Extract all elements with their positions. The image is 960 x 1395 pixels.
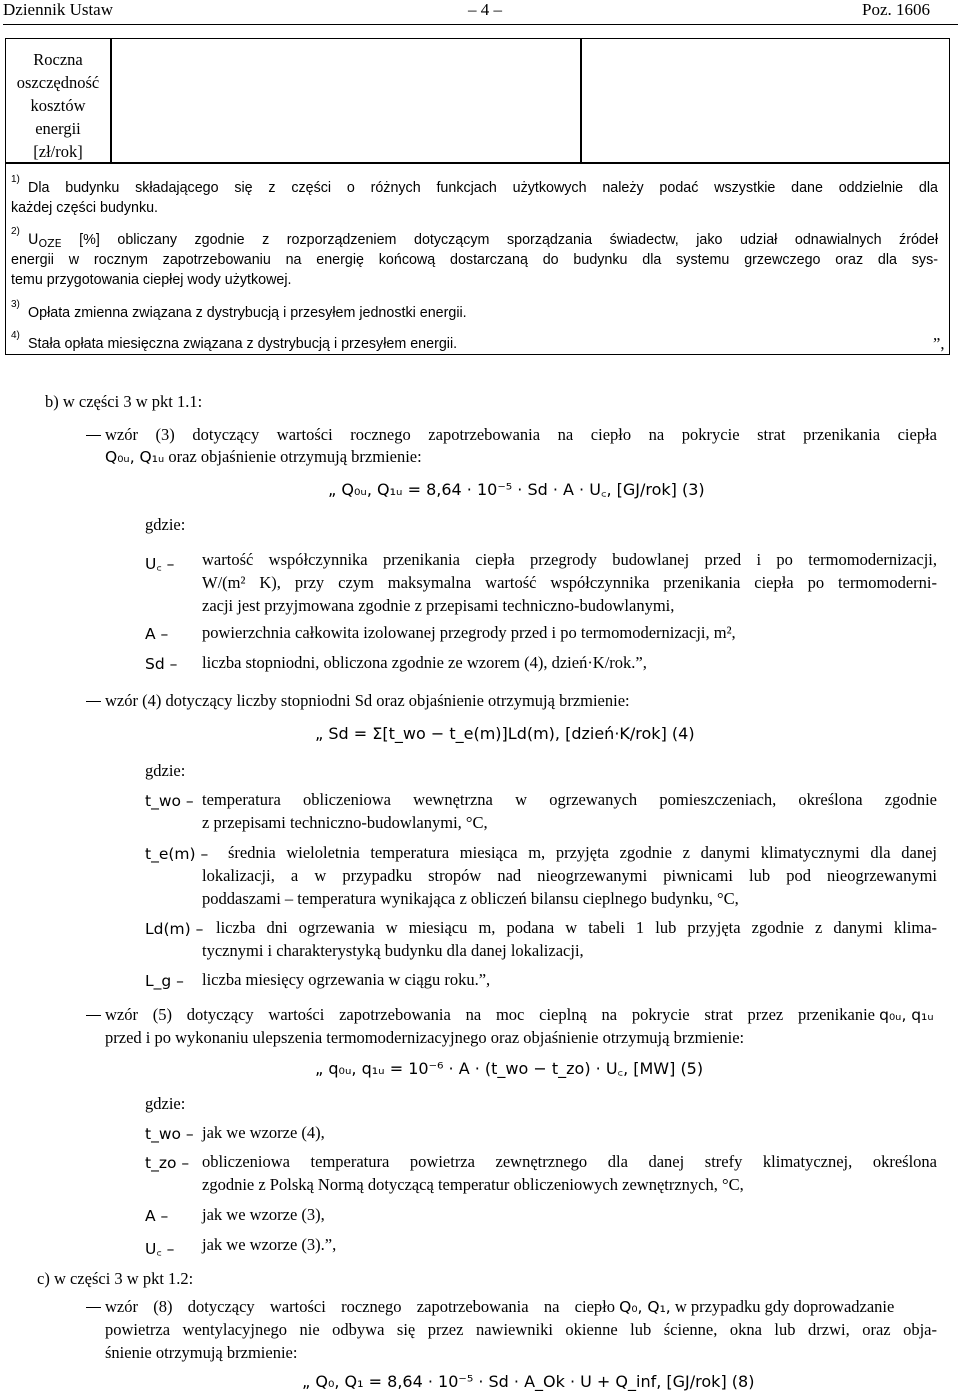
uc-definition-line-2: W/(m² K), przy czym maksymalna wartość współczynnika przenikania ciepła po termomoderni- <box>202 573 937 592</box>
table-row-divider <box>5 162 950 164</box>
lg-definition: liczba miesięcy ogrzewania w ciągu roku.”, <box>202 970 491 989</box>
footnote-2-line-2: energii w rocznym zapotrzebowaniu na energię końcową dostarczaną do budynku dla systemu grzewczego oraz dla sys- <box>11 252 938 268</box>
symbol-ld: Ld(m) – <box>145 920 204 938</box>
formula-3: „ Q₀ᵤ, Q₁ᵤ = 8,64 · 10⁻⁵ · Sd · A · U꜀, [GJ/rok] (3) <box>328 480 705 499</box>
footnote-mark: 1) <box>11 174 20 185</box>
journal-title: Dziennik Ustaw <box>3 0 114 19</box>
symbol-lg: L_g – <box>145 972 184 990</box>
list-dash <box>86 1307 101 1308</box>
closing-quote: ”, <box>933 334 945 353</box>
symbol-tzo: t_zo – <box>145 1154 190 1172</box>
symbol-two: t_wo – <box>145 1125 194 1143</box>
footnote-mark: 3) <box>11 299 20 310</box>
uc-definition-line-1: wartość współczynnika przenikania ciepła przegrody budowlanej przed i po termomodernizacji, <box>202 550 937 569</box>
tzo-definition-line-1: obliczeniowa temperatura powietrza zewnętrznego dla danej strefy klimatycznej, określona <box>202 1152 937 1171</box>
header-rule <box>3 24 958 25</box>
footnote-3-text: Opłata zmienna związana z dystrybucją i przesyłem jednostki energii. <box>28 305 467 321</box>
a-definition: powierzchnia całkowita izolowanej przegrody przed i po termomodernizacji, m², <box>202 623 736 642</box>
position-number: Poz. 1606 <box>862 0 930 19</box>
symbol-two: t_wo – <box>145 792 194 810</box>
formula-5-intro-line-1: wzór (5) dotyczący wartości zapotrzebowania na moc cieplną na pokrycie strat przez przenikanie q₀ᵤ, q₁ᵤ <box>105 1005 934 1024</box>
te-definition-line-2: lokalizacji, a w przypadku stropów nad nieogrzewanymi piwnicami lub pod nieogrzewanymi <box>202 866 937 885</box>
list-dash <box>86 1015 101 1016</box>
two-reference: jak we wzorze (4), <box>202 1123 325 1142</box>
ld-definition-line-1: liczba dni ogrzewania w miesiącu m, podana w tabeli 1 lub przyjęta zgodnie z danymi klima- <box>216 918 937 937</box>
symbol-a: A – <box>145 625 169 643</box>
footnote-mark: 2) <box>11 226 20 237</box>
list-dash <box>86 701 101 702</box>
symbol-sd: Sd – <box>145 655 178 673</box>
section-c-heading: c) w części 3 w pkt 1.2: <box>37 1269 194 1288</box>
formula-8: „ Q₀, Q₁ = 8,64 · 10⁻⁵ · Sd · A_Ok · U + Q_inf, [GJ/rok] (8) <box>302 1372 755 1391</box>
symbol-uc: U꜀ – <box>145 1240 175 1258</box>
table-header-cell: Roczna oszczędność kosztów energii [zł/rok] <box>16 50 100 161</box>
formula-3-intro-line-2: Q₀ᵤ, Q₁ᵤ oraz objaśnienie otrzymują brzmienie: <box>105 447 422 466</box>
symbol-a: A – <box>145 1207 169 1225</box>
footnote-1-line-1: Dla budynku składającego się z części o różnych funkcjach użytkowych należy podać wszystkie dane oddzielnie dla <box>28 180 938 196</box>
footnote-2-line-3: temu przygotowania ciepłej wody użytkowej. <box>11 272 292 288</box>
footnote-1-line-2: każdej części budynku. <box>11 200 159 216</box>
symbol-te: t_e(m) – <box>145 845 209 863</box>
footnote-mark: 4) <box>11 330 20 341</box>
section-b-heading: b) w części 3 w pkt 1.1: <box>45 392 203 411</box>
uc-definition-line-3: zacji jest przyjmowana zgodnie z przepisami techniczno-budowlanymi, <box>202 596 675 615</box>
two-definition-line-1: temperatura obliczeniowa wewnętrzna w ogrzewanych pomieszczeniach, określona zgodnie <box>202 790 937 809</box>
tzo-definition-line-2: zgodnie z Polską Normą dotyczącą temperatur obliczeniowych zewnętrznych, °C, <box>202 1175 744 1194</box>
formula-8-intro-line-2: powietrza wentylacyjnego nie odbywa się przez nawiewniki okienne lub ścienne, okna lub drzwi, oraz obja- <box>105 1320 937 1339</box>
sd-definition: liczba stopniodni, obliczona zgodnie ze wzorem (4), dzień·K/rok.”, <box>202 653 647 672</box>
gdzie-label: gdzie: <box>145 1094 186 1113</box>
formula-3-intro-line-1: wzór (3) dotyczący wartości rocznego zapotrzebowania na ciepło na pokrycie strat przenikania ciepła <box>105 425 937 444</box>
formula-5: „ q₀ᵤ, q₁ᵤ = 10⁻⁶ · A · (t_wo − t_zo) · U꜀, [MW] (5) <box>315 1059 704 1078</box>
footnote-2-line-1: $U_{OZE}$ [%] obliczany zgodnie z rozporządzeniem dotyczącym sporządzania świadectw, jako udział odnawialnych źródeł <box>28 232 938 250</box>
gdzie-label: gdzie: <box>145 515 186 534</box>
formula-5-intro-line-2: przed i po wykonaniu ulepszenia termomodernizacyjnego oraz objaśnienie otrzymują brzmienie: <box>105 1028 745 1047</box>
a-reference: jak we wzorze (3), <box>202 1205 325 1224</box>
footnote-4-text: Stała opłata miesięczna związana z dystrybucją i przesyłem energii. <box>28 336 458 352</box>
list-dash <box>86 435 101 436</box>
formula-8-intro-line-1: wzór (8) dotyczący wartości rocznego zapotrzebowania na ciepło Q₀, Q₁, w przypadku gdy doprowadzanie <box>105 1297 895 1316</box>
gdzie-label: gdzie: <box>145 761 186 780</box>
ld-definition-line-2: tycznymi i charakterystyką budynku dla danej lokalizacji, <box>202 941 584 960</box>
formula-4-intro: wzór (4) dotyczący liczby stopniodni Sd oraz objaśnienie otrzymują brzmienie: <box>105 691 630 710</box>
table-column-divider <box>110 38 112 163</box>
uc-reference: jak we wzorze (3).”, <box>202 1235 337 1254</box>
te-definition-line-3: poddaszami – temperatura wynikająca z obliczeń bilansu cieplnego budynku, °C, <box>202 889 739 908</box>
table-column-divider <box>580 38 582 163</box>
formula-8-intro-line-3: śnienie otrzymują brzmienie: <box>105 1343 298 1362</box>
te-definition-line-1: średnia wieloletnia temperatura miesiąca m, przyjęta zgodnie z danymi klimatycznymi dla danej <box>228 843 937 862</box>
two-definition-line-2: z przepisami techniczno-budowlanymi, °C, <box>202 813 488 832</box>
formula-4: „ Sd = Σ[t_wo − t_e(m)]Ld(m), [dzień·K/rok] (4) <box>315 724 695 743</box>
symbol-uc: U꜀ – <box>145 555 175 573</box>
page-number: – 4 – <box>468 0 502 19</box>
